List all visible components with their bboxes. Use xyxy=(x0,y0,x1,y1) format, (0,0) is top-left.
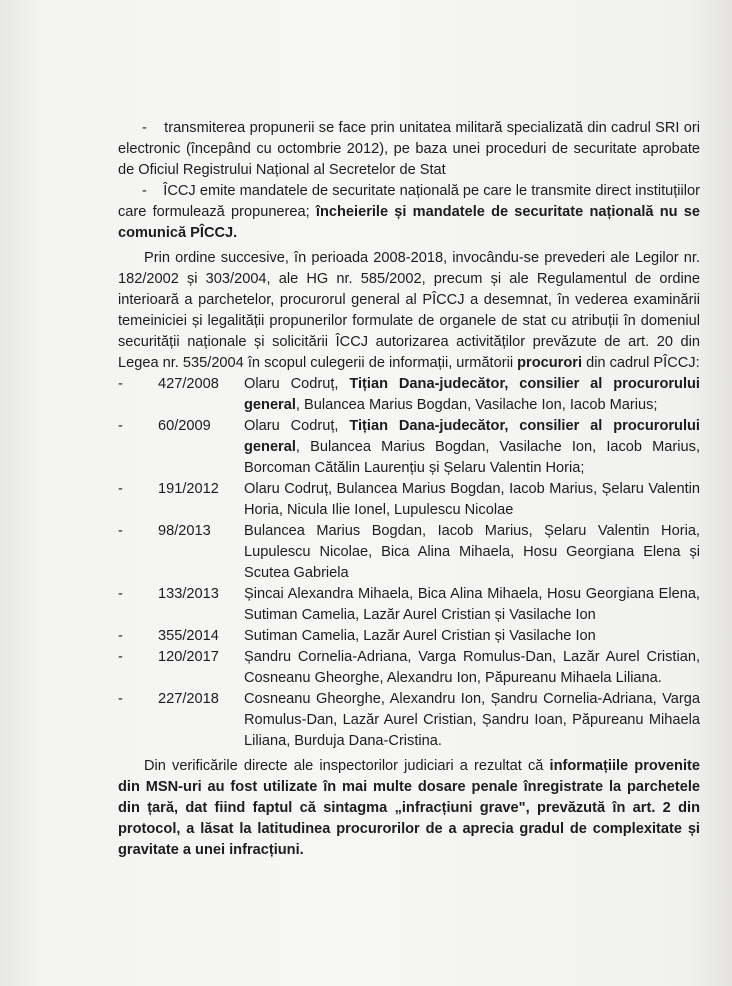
order-prosecutors xyxy=(244,584,700,626)
order-names: Olaru Codruț, Bulancea Marius Bogdan, Iacob Marius, Șelaru Valentin Horia, Nicula Ilie Ionel, Lupulescu Nicolae xyxy=(244,481,700,518)
order-names: Bulancea Marius Bogdan, Iacob Marius, Șelaru Valentin Horia, Lupulescu Nicolae, Bica Alina Mihaela, Hosu Georgiana Elena și Scutea Gabriela xyxy=(244,523,700,581)
order-names: Olaru Codruț, xyxy=(244,376,339,392)
order-names: , Bulancea Marius Bogdan, Vasilache Ion, Iacob Marius; xyxy=(295,397,658,413)
order-names-bold: Tițian Dana-judecător, consilier al procurorului general xyxy=(244,376,700,413)
bullet-dash: - xyxy=(142,183,147,199)
order-row xyxy=(118,584,700,626)
paragraph-text: transmiterea propunerii se face prin unitatea militară specializată din cadrul SRI ori electronic (începând cu octombrie 2012), pe baza unei proceduri de securitate aprobate de Oficiul Registrului Național al Secretelor de Stat xyxy=(118,120,700,178)
order-names: Șincai Alexandra Mihaela, Bica Alina Mihaela, Hosu Georgiana Elena, Sutiman Camelia, Lazăr Aurel Cristian și Vasilache Ion xyxy=(244,586,700,623)
paragraph-iccj-mandates xyxy=(118,181,700,244)
order-prosecutors xyxy=(244,647,700,689)
order-prosecutors xyxy=(244,521,700,584)
paragraph-text: Prin ordine succesive, în perioada 2008-2018, invocându-se prevederi ale Legilor nr. 182/2002 și 303/2004, ale HG nr. 585/2002, precum și ale Regulamentul de ordine interioară a parchetelor, procurorul general al PÎCCJ a desemnat, în vederea examinării temeiniciei și legalității propunerilor formulate de organele de stat cu atribuții în domeniul securității naționale și solicitării ÎCCJ autorizarea activităților prevăzute de art. 20 din Legea nr. 535/2004 în scopul culegerii de informații, următorii xyxy=(118,250,700,371)
order-number: 427/2008 xyxy=(158,376,219,392)
order-names: Cosneanu Gheorghe, Alexandru Ion, Șandru Cornelia-Adriana, Varga Romulus-Dan, Lazăr Aurel Cristian, Șandru Ioan, Păpureanu Mihaela Liliana, Burduja Dana-Cristina. xyxy=(244,691,700,749)
paragraph-bold-text: procurori xyxy=(517,355,583,371)
order-prosecutors xyxy=(244,689,700,752)
order-row xyxy=(118,689,700,752)
order-names: , Bulancea Marius Bogdan, Vasilache Ion, Iacob Marius, Borcoman Cătălin Laurențiu și Șelaru Valentin Horia; xyxy=(244,439,700,476)
orders-list xyxy=(118,374,700,752)
order-dash: - xyxy=(118,418,123,434)
paragraph-conclusion xyxy=(118,756,700,861)
order-number: 227/2018 xyxy=(158,691,219,707)
order-dash: - xyxy=(118,649,123,665)
paragraph-orders-intro xyxy=(118,248,700,374)
order-dash: - xyxy=(118,376,123,392)
order-row xyxy=(118,647,700,689)
order-number: 98/2013 xyxy=(158,523,211,539)
order-dash: - xyxy=(118,523,123,539)
order-row xyxy=(118,626,700,647)
bullet-dash: - xyxy=(142,120,147,136)
paragraph-text: ÎCCJ emite mandatele de securitate națională pe care le transmite direct instituțiilor care formulează propunerea; xyxy=(118,183,701,220)
paragraph-bold-text: informațiile provenite din MSN-uri au fost utilizate în mai multe dosare penale înregistrate la parchetele din țară, dat fiind faptul că sintagma „infracțiuni grave", prevăzută în art. 2 din protocol, a lăsat la latitudinea procurorilor de a aprecia gradul de complexitate și gravitate a unei infracțiuni. xyxy=(118,758,700,858)
document-page xyxy=(118,118,700,861)
paragraph-text: din cadrul PÎCCJ: xyxy=(586,355,700,371)
order-names: Olaru Codruț, xyxy=(244,418,339,434)
order-prosecutors xyxy=(244,374,700,416)
order-number: 120/2017 xyxy=(158,649,219,665)
order-names: Șandru Cornelia-Adriana, Varga Romulus-Dan, Lazăr Aurel Cristian, Cosneanu Gheorghe, Alexandru Ion, Păpureanu Mihaela Liliana. xyxy=(244,649,700,686)
paragraph-transmission xyxy=(118,118,700,181)
order-prosecutors xyxy=(244,626,700,647)
paragraph-text: Din verificările directe ale inspectorilor judiciari a rezultat că xyxy=(144,758,544,774)
order-dash: - xyxy=(118,481,123,497)
order-row xyxy=(118,479,700,521)
order-prosecutors xyxy=(244,479,700,521)
order-dash: - xyxy=(118,691,123,707)
order-names-bold: Tițian Dana-judecător, consilier al procurorului general xyxy=(244,418,700,455)
order-dash: - xyxy=(118,586,123,602)
order-number: 60/2009 xyxy=(158,418,211,434)
order-names: Sutiman Camelia, Lazăr Aurel Cristian și Vasilache Ion xyxy=(244,628,596,644)
order-row xyxy=(118,416,700,479)
order-row xyxy=(118,374,700,416)
order-prosecutors xyxy=(244,416,700,479)
order-number: 133/2013 xyxy=(158,586,219,602)
order-number: 191/2012 xyxy=(158,481,219,497)
order-number: 355/2014 xyxy=(158,628,219,644)
order-row xyxy=(118,521,700,584)
order-dash: - xyxy=(118,628,123,644)
paragraph-bold-text: încheierile și mandatele de securitate națională nu se comunică PÎCCJ. xyxy=(118,204,700,241)
